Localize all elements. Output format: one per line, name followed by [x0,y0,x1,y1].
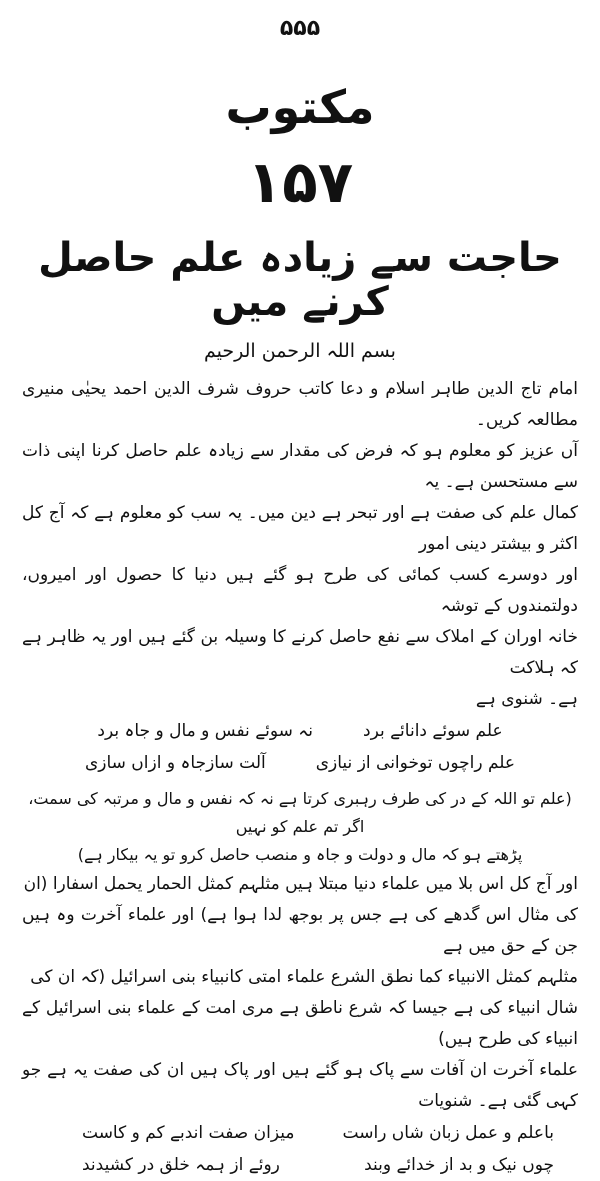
hemistich-right: علم راچوں توخوانی از نیازی [315,753,516,774]
letter-number: ۱۵۷ [246,147,354,216]
letter-title: مکتوب [225,80,375,134]
intro-paragraph [22,374,578,715]
text-line: (علم تو اللہ کے در کی طرف رہبری کرتا ہے نہ کہ نفس و مال و مرتبہ کی سمت، اگر تم علم کو نہیں [28,789,572,837]
verse-line [22,1149,578,1181]
text-line: خانہ اوران کے املاک سے نفع حاصل کرنے کا وسیلہ بن گئے ہیں اور یہ ظاہر ہے کہ ہلاکت [22,627,578,679]
verse-block-2 [22,1117,578,1181]
hemistich-right: چوں نیک و بد از خدائے وبند [364,1155,554,1176]
hemistich-left: نہ سوئے نفس و مال و جاہ برد [97,721,314,742]
text-line: کی مثال اس گدھے کی ہے جس پر بوجھ لدا ہوا ہے) اور علماء آخرت وہ ہیں جن کے حق میں ہے [22,905,578,957]
verse-line [22,1117,578,1149]
text-line: اور دوسرے کسب کمائی کی طرح ہو گئے ہیں دنیا کا حصول اور امیروں، دولتمندوں کے توشہ [22,565,578,617]
hemistich-left: روئے از ہمہ خلق در کشیدند [82,1155,280,1176]
text-line: آں عزیز کو معلوم ہو کہ فرض کی مقدار سے زیادہ علم حاصل کرنا اپنی ذات سے مستحسن ہے۔ یہ [22,441,578,493]
text-line: اور آج کل اس بلا میں علماء دنیا مبتلا ہیں مثلہم کمثل الحمار یحمل اسفارا (ان [23,874,578,895]
text-line: مثلہم کمثل الانبیاء کما نطق الشرع علماء امتی کانبیاء بنی اسرائیل (کہ ان کی [30,967,578,988]
hemistich-left: آلت سازجاہ و ازاں سازی [84,753,266,774]
text-line: ہے۔ شنوی ہے [475,689,578,710]
body-paragraph [22,869,578,1117]
hemistich-left: میزان صفت اندبے کم و کاست [82,1123,295,1144]
translation-note [22,785,578,869]
letter-subtitle: حاجت سے زیادہ علم حاصل کرنے میں [38,235,562,326]
verse-line [22,747,578,779]
text-line: امام تاج الدین طاہر اسلام و دعا کاتب حروف شرف الدین احمد یحیٰی منیری مطالعہ کریں۔ [22,379,578,431]
hemistich-right: باعلم و عمل زبان شاں راست [342,1123,554,1144]
text-line: کمال علم کی صفت ہے اور تبحر ہے دین میں۔ یہ سب کو معلوم ہے کہ آج کل اکثر و بیشتر دینی امور [22,503,578,555]
hemistich-right: علم سوئے دانائے برد [363,721,503,742]
text-line: شال انبیاء کی ہے جیسا کہ شرع ناطق ہے مری امت کے علماء بنی اسرائیل کے انبیاء کی طرح ہیں) [22,998,578,1050]
verse-line [22,715,578,747]
page-number: ۵۵۵ [279,16,321,41]
verse-block-1 [22,715,578,779]
text-line: پڑھتے ہو کہ مال و دولت و جاہ و منصب حاصل کرو تو یہ بیکار ہے) [77,845,523,865]
text-line: علماء آخرت ان آفات سے پاک ہو گئے ہیں اور پاک ہیں ان کی صفت یہ ہے جو کہی گئی ہے۔ شنویات [22,1060,578,1112]
bismillah: بسم اللہ الرحمن الرحیم [204,340,396,363]
